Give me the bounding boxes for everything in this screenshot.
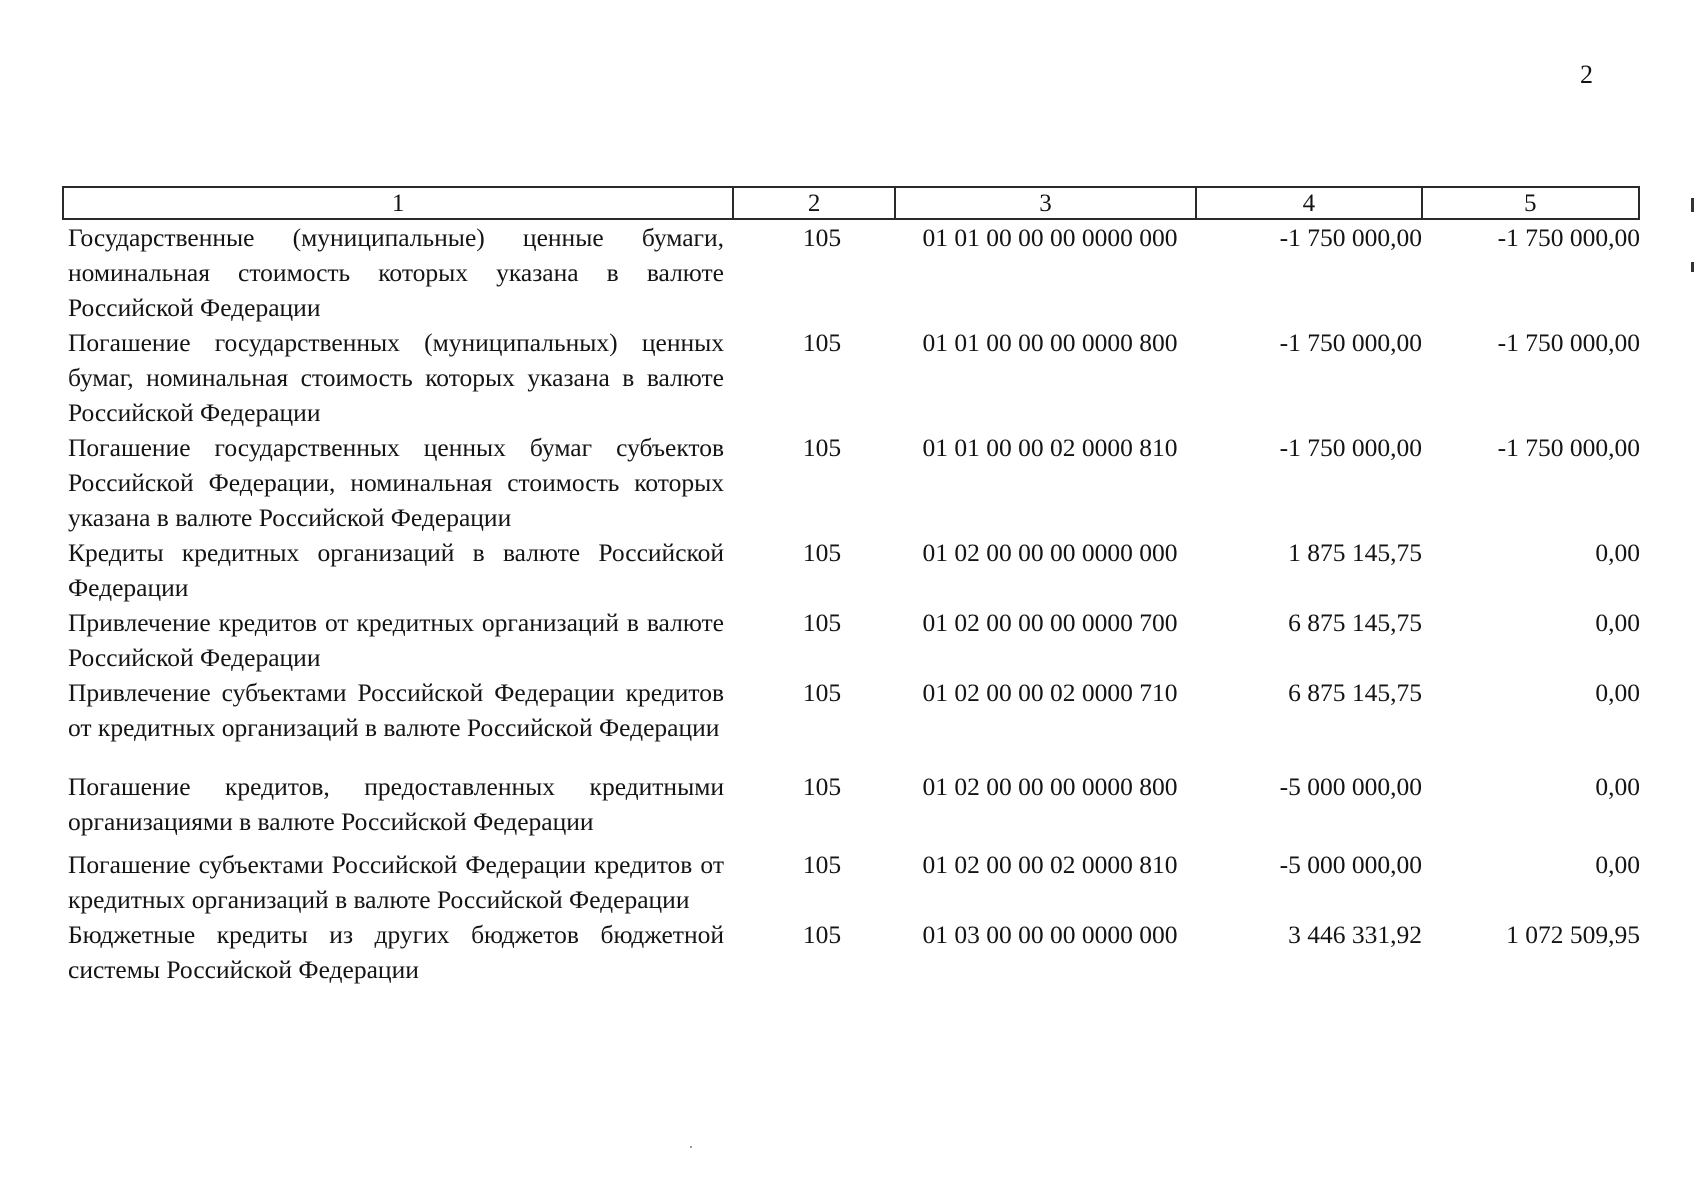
row-name: Кредиты кредитных организаций в валюте Российской Федерации: [68, 538, 724, 602]
row-admin-code: 105: [802, 538, 842, 567]
row-admin-code: 105: [802, 678, 842, 707]
row-budget-code: 01 02 00 00 00 0000 700: [922, 608, 1178, 637]
table-body: [62, 220, 1640, 987]
row-budget-code: 01 02 00 00 00 0000 000: [922, 538, 1178, 567]
row-amount-col4: 6 875 145,75: [1288, 608, 1422, 637]
row-amount-col5: 0,00: [1595, 608, 1640, 637]
row-admin-code: 105: [802, 328, 842, 357]
header-col-2: 2: [734, 188, 896, 218]
row-name: Погашение субъектами Российской Федерации кредитов от кредитных организаций в валюте Российской Федерации: [68, 850, 724, 914]
row-name: Государственные (муниципальные) ценные бумаги, номинальная стоимость которых указана в валюте Российской Федерации: [68, 223, 724, 322]
row-amount-col4: 6 875 145,75: [1288, 678, 1422, 707]
scan-artifact-dot: [690, 1146, 692, 1148]
row-amount-col5: -1 750 000,00: [1497, 433, 1640, 462]
row-amount-col4: -5 000 000,00: [1279, 772, 1422, 801]
row-name: Бюджетные кредиты из других бюджетов бюджетной системы Российской Федерации: [68, 920, 724, 984]
row-budget-code: 01 02 00 00 02 0000 810: [922, 850, 1178, 879]
header-col-3: 3: [896, 188, 1197, 218]
row-amount-col5: 0,00: [1595, 678, 1640, 707]
row-admin-code: 105: [802, 920, 842, 949]
header-col-5: 5: [1524, 190, 1537, 217]
page-number: 2: [1580, 60, 1593, 89]
table-row: [62, 220, 1640, 325]
row-admin-code: 105: [802, 433, 842, 462]
row-admin-code: 105: [802, 850, 842, 879]
header-col-4: 4: [1197, 188, 1422, 218]
table-row: [62, 430, 1640, 535]
row-budget-code: 01 03 00 00 00 0000 000: [922, 920, 1178, 949]
row-amount-col4: -1 750 000,00: [1279, 433, 1422, 462]
row-admin-code: 105: [802, 608, 842, 637]
row-budget-code: 01 02 00 00 02 0000 710: [922, 678, 1178, 707]
table-row: [62, 847, 1640, 917]
scan-edge-mark: [1691, 198, 1694, 212]
table-row: [62, 675, 1640, 745]
row-budget-code: 01 01 00 00 00 0000 000: [922, 223, 1178, 252]
table-row: [62, 769, 1640, 839]
row-budget-code: 01 01 00 00 00 0000 800: [922, 328, 1178, 357]
row-name: Погашение государственных (муниципальных) ценных бумаг, номинальная стоимость которых указана в валюте Российской Федерации: [68, 328, 724, 427]
row-budget-code: 01 02 00 00 00 0000 800: [922, 772, 1178, 801]
row-amount-col4: -1 750 000,00: [1279, 328, 1422, 357]
row-amount-col5: 1 072 509,95: [1506, 920, 1640, 949]
scan-edge-mark: [1691, 262, 1694, 272]
table-row: [62, 325, 1640, 430]
row-name: Привлечение кредитов от кредитных организаций в валюте Российской Федерации: [68, 608, 724, 672]
row-amount-col4: 1 875 145,75: [1288, 538, 1422, 567]
row-admin-code: 105: [802, 772, 842, 801]
row-name: Погашение государственных ценных бумаг субъектов Российской Федерации, номинальная стоимость которых указана в валюте Российской Федерации: [68, 433, 724, 532]
row-amount-col4: -5 000 000,00: [1279, 850, 1422, 879]
row-amount-col5: -1 750 000,00: [1497, 328, 1640, 357]
sources-table: [62, 186, 1640, 987]
table-row: [62, 535, 1640, 605]
header-col-1: 1: [64, 188, 734, 218]
row-amount-col4: 3 446 331,92: [1288, 920, 1422, 949]
row-amount-col5: 0,00: [1595, 538, 1640, 567]
row-admin-code: 105: [802, 223, 842, 252]
row-amount-col5: -1 750 000,00: [1497, 223, 1640, 252]
row-name: Погашение кредитов, предоставленных кредитными организациями в валюте Российской Федерации: [68, 772, 724, 836]
table-header-row: [62, 186, 1640, 220]
row-budget-code: 01 01 00 00 02 0000 810: [922, 433, 1178, 462]
table-row: [62, 605, 1640, 675]
row-amount-col5: 0,00: [1595, 772, 1640, 801]
row-amount-col4: -1 750 000,00: [1279, 223, 1422, 252]
table-row: [62, 917, 1640, 987]
row-amount-col5: 0,00: [1595, 850, 1640, 879]
row-name: Привлечение субъектами Российской Федерации кредитов от кредитных организаций в валюте Российской Федерации: [68, 678, 724, 742]
